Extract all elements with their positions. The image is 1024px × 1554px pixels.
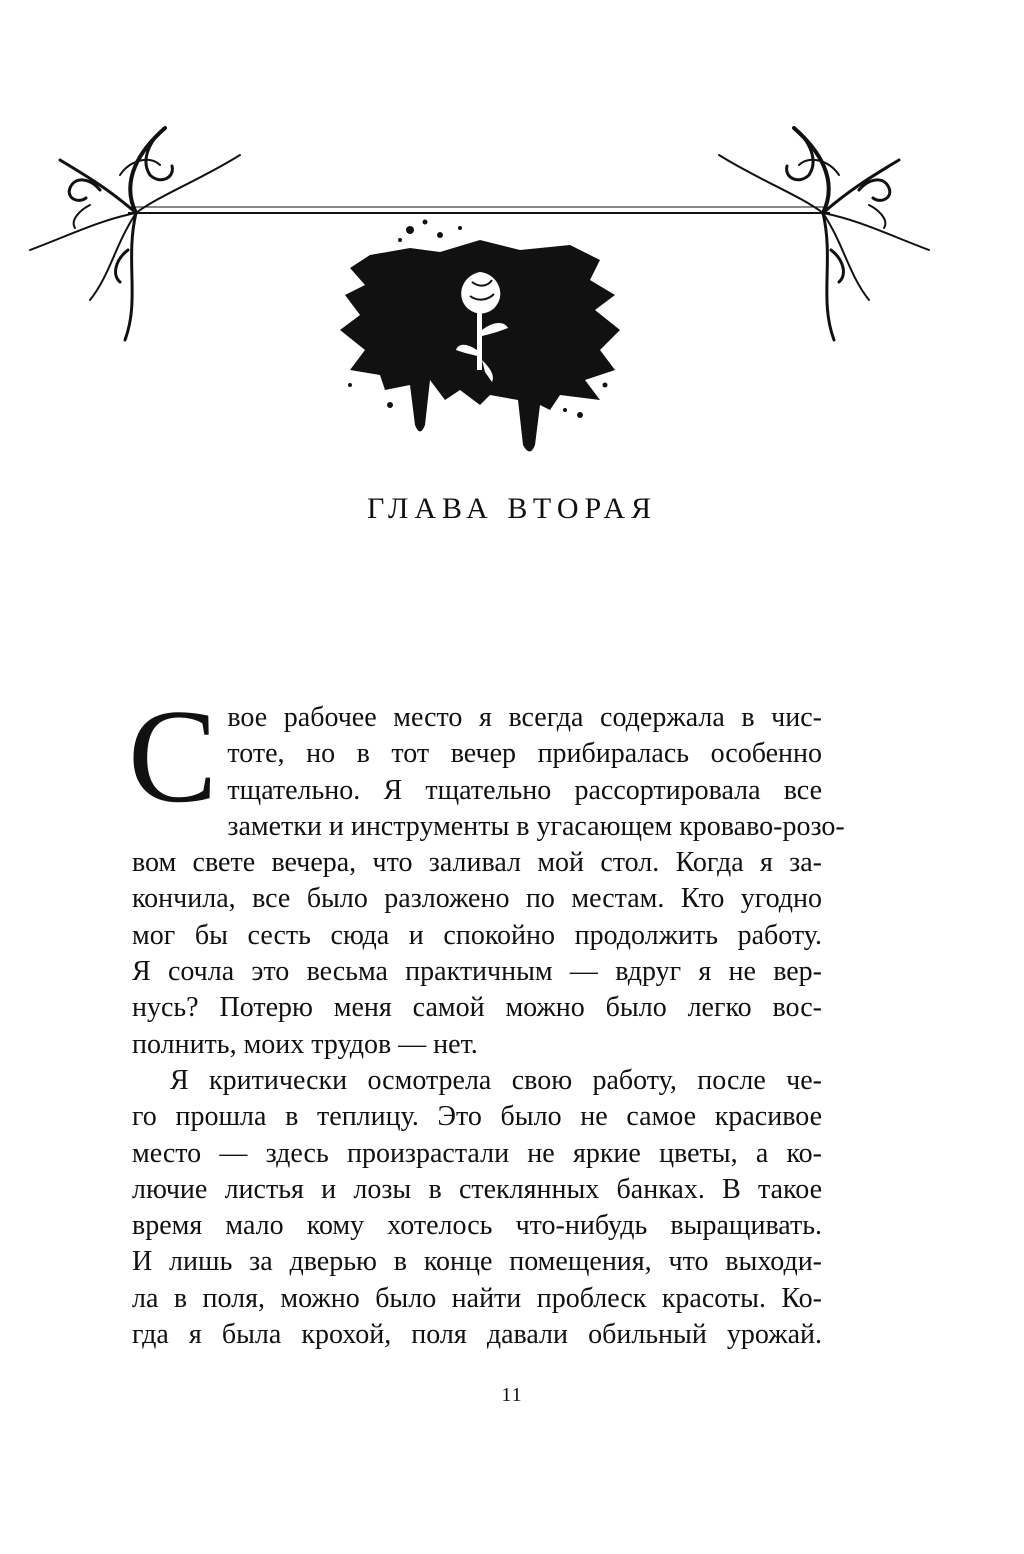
text-line: нусь? Потерю меня самой можно было легко вос- xyxy=(132,992,822,1024)
left-flourish-icon xyxy=(30,128,240,340)
body-text xyxy=(128,682,845,1353)
page-number: 11 xyxy=(501,1384,523,1406)
text-line: го прошла в теплицу. Это было не самое красивое xyxy=(132,1101,822,1133)
text-line: тоте, но в тот вечер прибиралась особенно xyxy=(227,738,822,770)
paragraph-1 xyxy=(128,682,845,1063)
text-line: полнить, моих трудов — нет. xyxy=(132,1028,478,1060)
text-line: место — здесь произрастали не яркие цветы, а ко- xyxy=(132,1137,822,1169)
text-line: мог бы сесть сюда и спокойно продолжить работу. xyxy=(132,919,822,951)
text-line: ла в поля, можно было найти проблеск красоты. Ко- xyxy=(132,1282,822,1314)
text-line: лючие листья и лозы в стеклянных банках. В такое xyxy=(132,1173,822,1205)
text-line: Я сочла это весьма практичным — вдруг я не вер- xyxy=(132,956,822,988)
text-line: кончила, все было разложено по местам. Кто угодно xyxy=(132,883,822,915)
text-line: вом свете вечера, что заливал мой стол. Когда я за- xyxy=(132,847,822,879)
chapter-title: ГЛАВА ВТОРАЯ xyxy=(366,492,658,525)
text-line: гда я была крохой, поля давали обильный урожай. xyxy=(132,1319,822,1351)
rose-ink-splash-icon xyxy=(330,210,630,470)
text-line: заметки и инструменты в угасающем кроваво-розо- xyxy=(227,810,845,842)
paragraph-2 xyxy=(132,1063,822,1353)
right-flourish-icon xyxy=(719,128,929,340)
text-line: тщательно. Я тщательно рассортировала все xyxy=(227,774,822,806)
text-line: И лишь за дверью в конце помещения, что выходи- xyxy=(132,1246,822,1278)
text-line: вое рабочее место я всегда содержала в чис- xyxy=(227,702,822,733)
text-line: Я критически осмотрела свою работу, после че- xyxy=(170,1064,822,1096)
text-line: время мало кому хотелось что-нибудь выращивать. xyxy=(132,1210,822,1242)
drop-cap: С xyxy=(128,682,218,830)
